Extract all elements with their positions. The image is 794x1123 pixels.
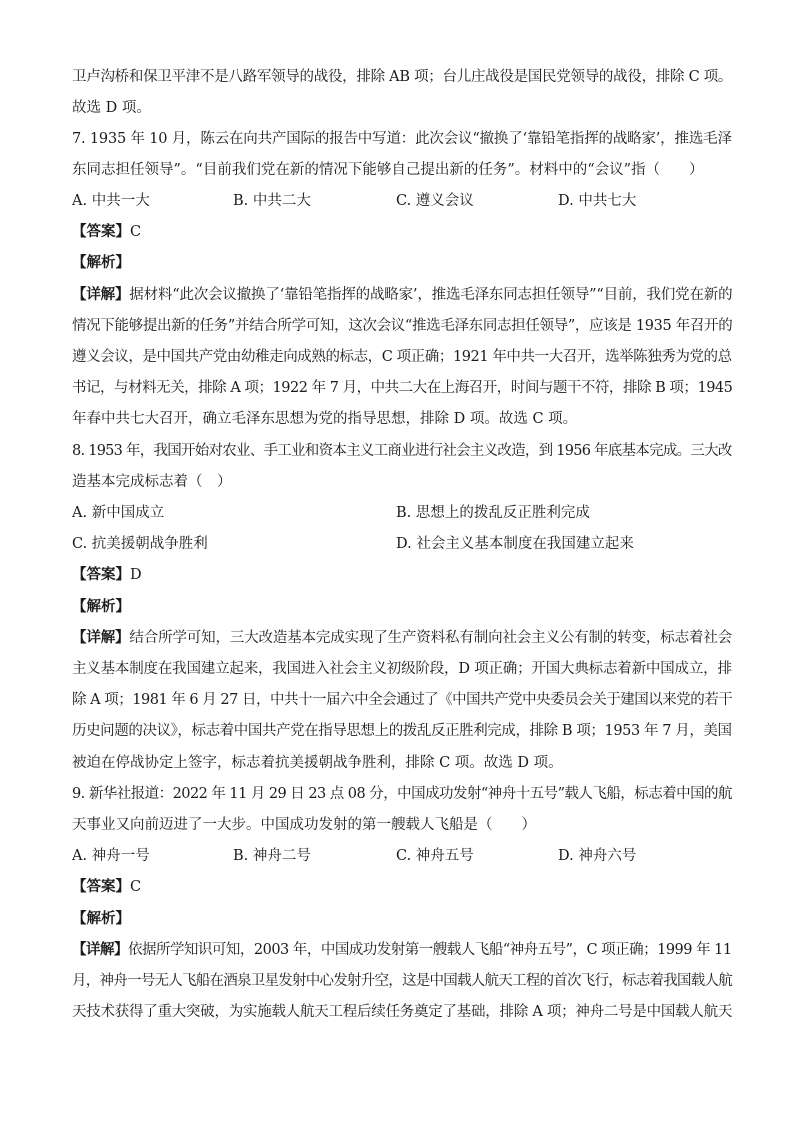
q7-option-a: A. 中共一大 <box>72 193 150 209</box>
q8-option-a: A. 新中国成立 <box>72 505 165 521</box>
q8-detail-line-4: 历史问题的决议》，标志着中国共产党在指导思想上的拨乱反正胜利完成，排除 B 项；1953 年 7 月，美国 <box>72 723 732 739</box>
answer-tag: 【答案】 <box>72 878 130 895</box>
q7-answer <box>72 222 732 242</box>
q8-answer <box>72 565 732 585</box>
q9-detail-line-2: 月，神舟一号无人飞船在酒泉卫星发射中心发射升空，这是中国载人航天工程的首次飞行，标志着我国载人航 <box>72 973 732 989</box>
q7-option-d: D. 中共七大 <box>558 193 637 209</box>
detail-tag: 【详解】 <box>72 629 130 646</box>
q7-detail-line-4: 书记，与材料无关，排除 A 项；1922 年 7 月，中共二大在上海召开，时间与题干不符，排除 B 项；1945 <box>72 380 733 396</box>
q6-explanation-line-1: 卫卢沟桥和保卫平津不是八路军领导的战役，排除 AB 项；台儿庄战役是国民党领导的战役，排除 C 项。 <box>72 69 733 85</box>
q7-detail-line-1 <box>72 285 732 305</box>
q9-analysis-tag: 【解析】 <box>72 910 130 927</box>
answer-value: C <box>130 224 142 240</box>
detail-text: 据材料“此次会议撤换了‘靠铅笔指挥的战略家’，推选毛泽东同志担任领导”“目前，我们党在新的 <box>129 287 733 303</box>
q8-analysis-tag: 【解析】 <box>72 598 130 615</box>
q7-detail-line-2: 情况下能够提出新的任务”并结合所学可知，这次会议“推选毛泽东同志担任领导”，应该是 1935 年召开的 <box>72 318 733 334</box>
q9-stem-line-1: 9. 新华社报道：2022 年 11 月 29 日 23 点 08 分，中国成功发射“神舟十五号”载人飞船，标志着中国的航 <box>72 786 732 802</box>
q9-option-a: A. 神舟一号 <box>72 848 150 864</box>
q8-stem-line-2: 造基本完成标志着（ ） <box>72 474 232 490</box>
q9-stem-line-2: 天事业又向前迈进了一大步。中国成功发射的第一艘载人飞船是（ ） <box>72 817 536 833</box>
q7-option-b: B. 中共二大 <box>233 193 311 209</box>
q6-explanation-line-2: 故选 D 项。 <box>72 100 151 116</box>
q8-detail-line-5: 被迫在停战协定上签字，标志着抗美援朝战争胜利，排除 C 项。故选 D 项。 <box>72 755 563 771</box>
detail-tag: 【详解】 <box>72 286 130 303</box>
q9-detail-line-1 <box>72 940 732 960</box>
q7-option-c: C. 遵义会议 <box>396 193 474 209</box>
q8-option-b: B. 思想上的拨乱反正胜利完成 <box>396 505 590 521</box>
answer-value: C <box>130 879 142 895</box>
detail-text: 结合所学可知，三大改造基本完成实现了生产资料私有制向社会主义公有制的转变，标志着社会 <box>129 630 733 646</box>
detail-tag: 【详解】 <box>72 941 128 958</box>
q9-option-c: C. 神舟五号 <box>396 848 474 864</box>
q8-detail-line-2: 主义基本制度在我国建立起来，我国进入社会主义初级阶段，D 项正确；开国大典标志着新中国成立，排 <box>72 661 732 677</box>
answer-tag: 【答案】 <box>72 566 130 583</box>
answer-tag: 【答案】 <box>72 223 130 240</box>
answer-value: D <box>130 567 142 583</box>
q8-detail-line-1 <box>72 628 732 648</box>
q9-answer <box>72 877 732 897</box>
q9-detail-line-3: 天技术获得了重大突破，为实施载人航天工程后续任务奠定了基础，排除 A 项；神舟二号是中国载人航天 <box>72 1004 733 1020</box>
q9-option-d: D. 神舟六号 <box>558 848 637 864</box>
q8-option-c: C. 抗美援朝战争胜利 <box>72 536 208 552</box>
q7-detail-line-5: 年春中共七大召开，确立毛泽东思想为党的指导思想，排除 D 项。故选 C 项。 <box>72 411 578 427</box>
q8-option-d: D. 社会主义基本制度在我国建立起来 <box>396 536 634 552</box>
q7-stem-line-1: 7. 1935 年 10 月，陈云在向共产国际的报告中写道：此次会议“撤换了‘靠铅笔指挥的战略家’，推选毛泽 <box>72 131 732 147</box>
q7-analysis-tag: 【解析】 <box>72 254 130 271</box>
q7-detail-line-3: 遵义会议，是中国共产党由幼稚走向成熟的标志，C 项正确；1921 年中共一大召开，选举陈独秀为党的总 <box>72 349 732 365</box>
q8-detail-line-3: 除 A 项；1981 年 6 月 27 日，中共十一届六中全会通过了《中国共产党中央委员会关于建国以来党的若干 <box>72 692 733 708</box>
q7-stem-line-2: 东同志担任领导”。“目前我们党在新的情况下能够自己提出新的任务”。材料中的“会议”指（ ） <box>72 162 704 178</box>
q8-stem-line-1: 8. 1953 年，我国开始对农业、手工业和资本主义工商业进行社会主义改造，到 1956 年底基本完成。三大改 <box>72 443 732 459</box>
q9-option-b: B. 神舟二号 <box>233 848 311 864</box>
detail-text: 依据所学知识可知，2003 年，中国成功发射第一艘载人飞船“神舟五号”，C 项正确；1999 年 11 <box>127 942 732 958</box>
